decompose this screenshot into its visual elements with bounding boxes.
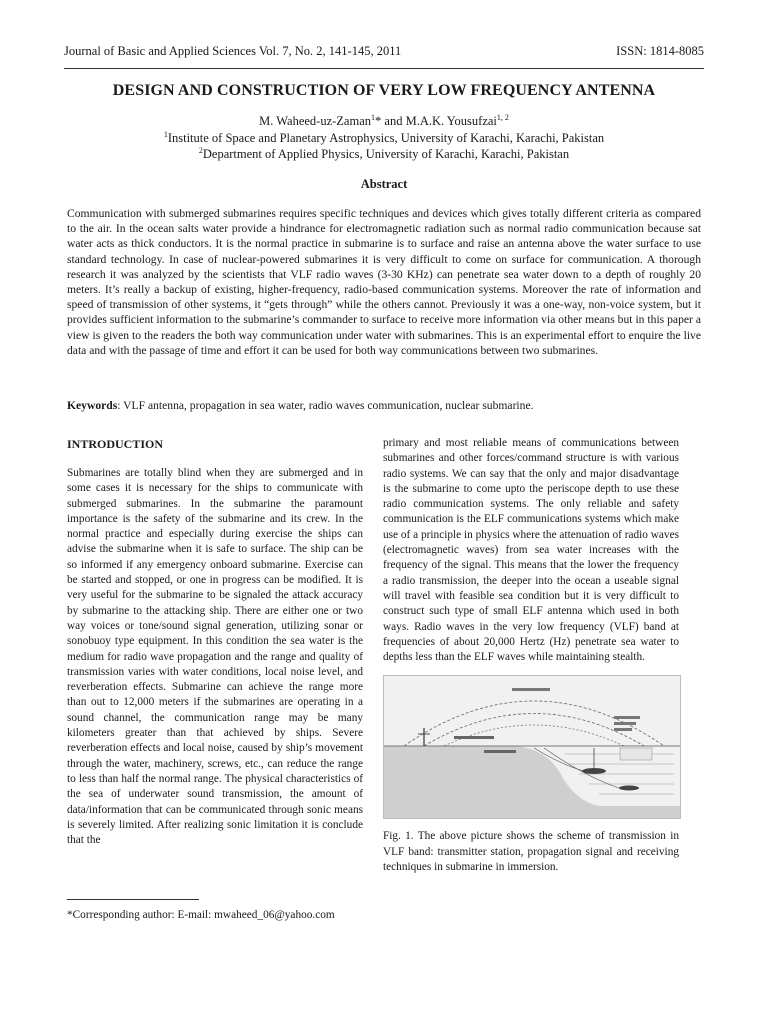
abstract-heading: Abstract bbox=[360, 177, 408, 191]
left-column bbox=[67, 437, 363, 848]
body-paragraph: Submarines are totally blind when they are submerged and in some cases it is necessary for the ships to communicate with submerged submarines. In the submarine the paramount importance is the safety of the submarine and its crew. In the normal practice and especially during exercise the ships can advise the submarine when it is safe to surface. The ship can be so informed if any emergency onboard submarine. Exercise can be started and stopped, or one in progress can be modified. It is very useful for the submarine to be signaled the attack accuracy by submarine to the attacking ship. There are either one or two way voices or tone/sound signal generation, utilizing sonar or sonobuoy type equipment. In this condition the sea water is the medium for radio wave propagation and the range and quality of transmission varies with water conditions, local noise level, and reverberation effects. Submarine can achieve the range more than out to 12,000 meters if the submarines are operating in a sound channel, the communication range may be many kilometers greater than that achieved by ships. Severe reverberation effects and local noise, caused by ship’s movement through the water, machinery, screws, etc., can reduce the range to less than half the normal range. The physical characteristics of the sea of underwater sound transmission, the amount of data/information that can be communicated through sonic means is severely limited. After realizing sonic limitation it is conclude that the bbox=[67, 467, 363, 847]
keywords-text: : VLF antenna, propagation in sea water, radio waves communication, nuclear submarine. bbox=[117, 399, 534, 412]
abstract-text: Communication with submerged submarines requires specific techniques and devices which gives totally different criteria as compared to the air. In the ocean salts water provide a hindrance for electromagnetic radiation such as normal radio communication because sat water acts as thick conductors. It is the normal practice in submarine is to surface and raise an antenna above the water surface to use standard technology. In case of nuclear-powered submarines it is very difficult to come on surface for communication. A thorough research it was analyzed by the scientists that VLF radio waves (3-30 KHz) can penetrate sea water down to a depth of roughly 20 meters. It’s really a backup of existing, higher-frequency, radio-based communication systems. Moreover the rate of information and speed of transmission of other systems, it “gets through” while the others cannot. Previously it was a one-way, non-voice system, but it provides sufficient information to the submarine’s commander to surface to receive more information via other means but in this paper a view is given to the readers the both way communication under water with submarines. This is an experimental effort to enquire the live data and with the passage of time and effort it can be used for both way communications between two submarines. bbox=[67, 207, 701, 357]
author-list bbox=[40, 114, 728, 129]
footnote-rule bbox=[67, 899, 199, 900]
affiliation-number: 2 bbox=[198, 145, 203, 155]
affiliation-text: Department of Applied Physics, University of Karachi, Karachi, Pakistan bbox=[202, 147, 570, 161]
author-name: M.A.K. Yousufzai bbox=[405, 114, 497, 128]
affiliation-number: 1 bbox=[163, 129, 168, 139]
figure-vlf-transmission bbox=[383, 675, 681, 819]
author-name: M. Waheed-uz-Zaman bbox=[259, 114, 372, 128]
author-affiliation-mark: 1, 2 bbox=[496, 112, 509, 122]
corresponding-mark: * bbox=[375, 114, 382, 128]
issn: ISSN: 1814-8085 bbox=[616, 44, 704, 58]
running-head bbox=[64, 40, 704, 69]
author-affiliation-mark: 1 bbox=[371, 112, 376, 122]
figure-caption: Fig. 1. The above picture shows the scheme of transmission in VLF band: transmitter station, propagation signal and receiving techniques in submarine in immersion. bbox=[383, 830, 679, 874]
paper-title: DESIGN AND CONSTRUCTION OF VERY LOW FREQUENCY ANTENNA bbox=[112, 82, 656, 99]
affiliation bbox=[40, 131, 728, 146]
vlf-scheme-illustration bbox=[384, 676, 680, 818]
body-paragraph: primary and most reliable means of communications between submarines and other forces/command structure is with various radio systems. We can say that the only and major disadvantage is the submarine to come upto the periscope depth to use these radio communication systems. The only reliable and safety communication is the ELF communications systems which make use of a principle in physics where the attenuation of radio waves (electromagnetic waves) from sea water increases with the frequency of the signal. This means that the lower the frequency a radio transmission, the deeper into the ocean a useable signal will travel with feasible sea condition but it is very difficult to construct such type of small ELF antenna which used in both ways. Radio waves in the very low frequency (VLF) band at frequencies of about 20,000 Hertz (Hz) penetrate sea water to depths less than the ELF waves while maintaining stealth. bbox=[383, 437, 679, 664]
section-heading: INTRODUCTION bbox=[67, 437, 164, 451]
keywords bbox=[67, 399, 701, 412]
corresponding-author-footnote: *Corresponding author: E-mail: mwaheed_06@yahoo.com bbox=[67, 909, 335, 921]
affiliation-text: Institute of Space and Planetary Astrophysics, University of Karachi, Karachi, Pakistan bbox=[167, 131, 605, 145]
right-column bbox=[383, 436, 679, 875]
affiliation bbox=[40, 147, 728, 162]
author-connector: and bbox=[381, 114, 406, 128]
journal-citation: Journal of Basic and Applied Sciences Vol. 7, No. 2, 141-145, 2011 bbox=[64, 44, 402, 58]
keywords-label: Keywords bbox=[67, 399, 118, 412]
